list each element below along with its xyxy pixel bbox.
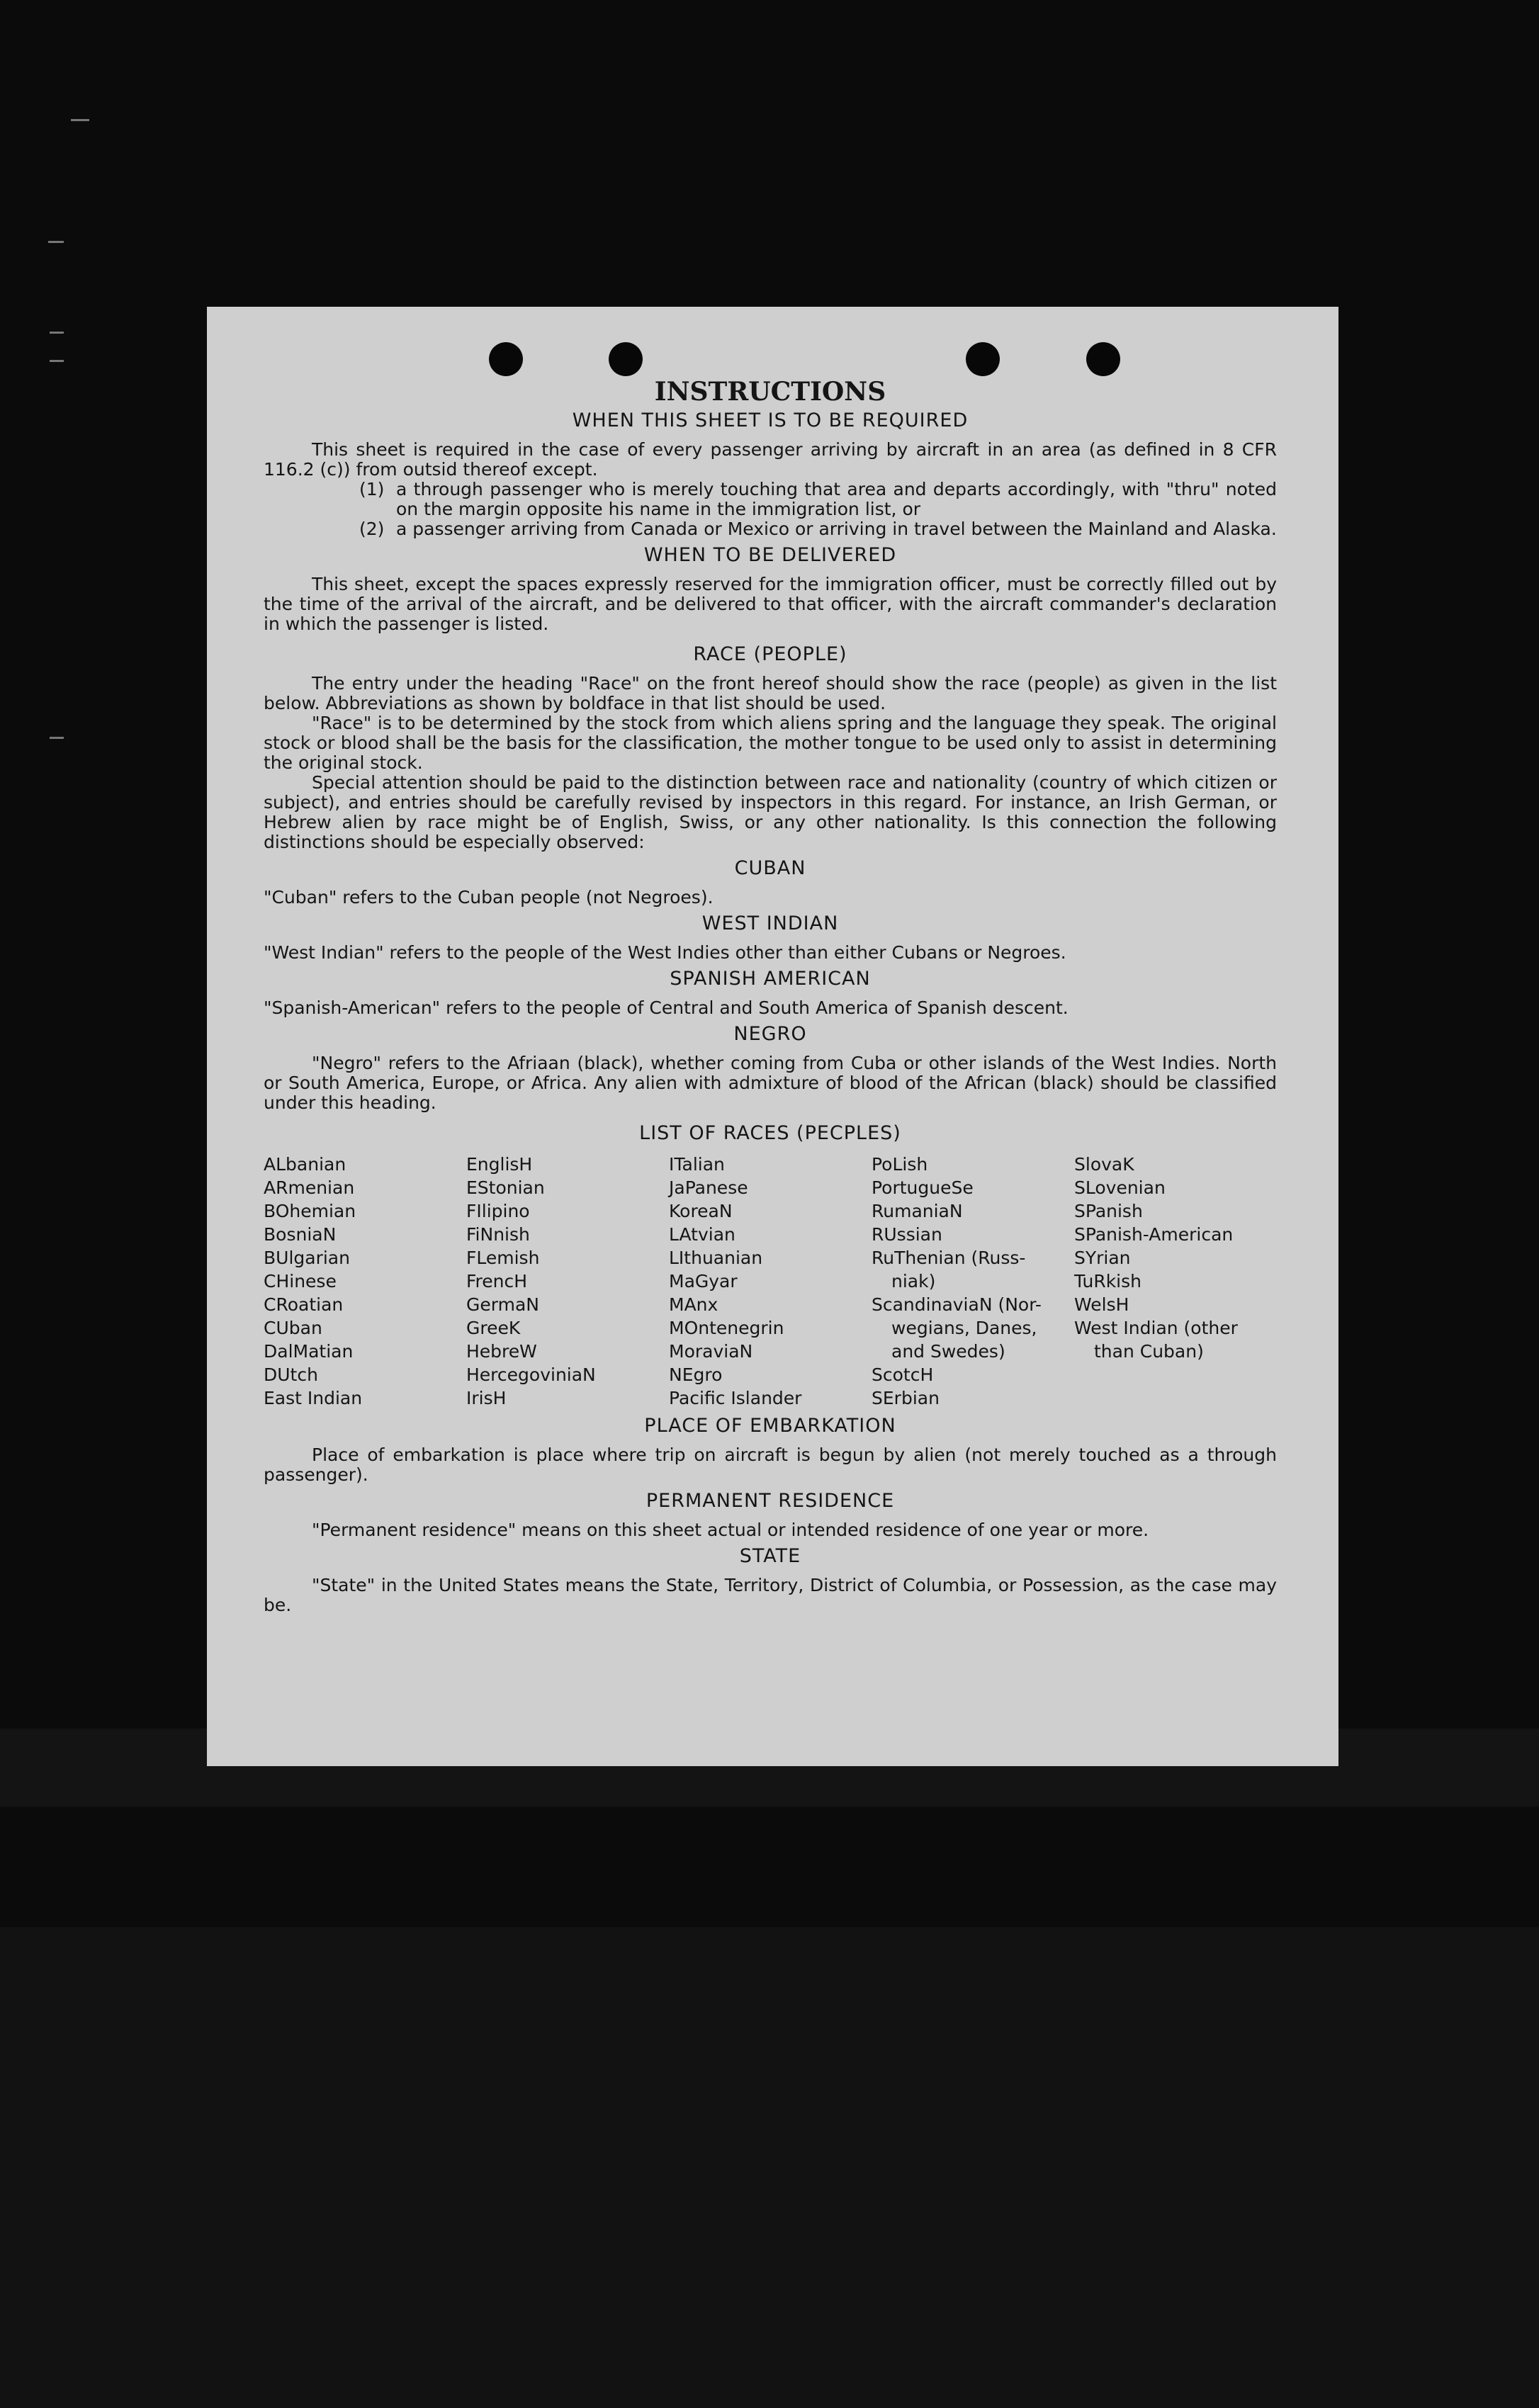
- race-entry: ScotcH: [872, 1364, 934, 1385]
- race-entry: LAtvian: [669, 1224, 735, 1245]
- race-entry: GreeK: [466, 1318, 521, 1338]
- race-entry: SPanish-American: [1074, 1224, 1234, 1245]
- race-entry: ALbanian: [264, 1154, 346, 1175]
- when-required-intro: This sheet is required in the case of every passenger arriving by aircraft in an area (as defined in 8 CFR 116.2 (c)) from outsid thereof except.: [264, 439, 1277, 480]
- spanish-american-text: "Spanish-American" refers to the people of Central and South America of Spanish descent.: [264, 997, 1069, 1018]
- race-entry: RuThenian (Russ-: [872, 1248, 1026, 1268]
- exception-item: [359, 519, 1277, 539]
- race-entry: PortugueSe: [872, 1177, 974, 1198]
- race-entry: HercegoviniaN: [466, 1364, 596, 1385]
- race-entry: FrencH: [466, 1271, 528, 1291]
- exception-number: (1): [359, 479, 385, 499]
- heading-west-indian: WEST INDIAN: [701, 912, 839, 934]
- race-entry: PoLish: [872, 1154, 928, 1175]
- race-column: [872, 1153, 1074, 1410]
- west-indian-text: "West Indian" refers to the people of the West Indies other than either Cubans or Negroes.: [264, 942, 1066, 963]
- race-entry: KoreaN: [669, 1201, 733, 1221]
- race-entry: ITalian: [669, 1154, 725, 1175]
- heading-embarkation: PLACE OF EMBARKATION: [644, 1415, 896, 1437]
- race-entry: West Indian (other: [1074, 1318, 1238, 1338]
- race-entry: CHinese: [264, 1271, 337, 1291]
- race-entry: TuRkish: [1074, 1271, 1141, 1291]
- race-entry: ARmenian: [264, 1177, 355, 1198]
- punch-hole: [489, 342, 523, 376]
- race-entry: MaGyar: [669, 1271, 738, 1291]
- exception-item: [359, 480, 1277, 519]
- heading-state: STATE: [739, 1545, 801, 1567]
- race-entry: CUban: [264, 1318, 322, 1338]
- race-entry-continuation: niak): [891, 1271, 936, 1291]
- scan-edge-mark: [50, 737, 64, 739]
- race-entry: MAnx: [669, 1294, 718, 1315]
- negro-text: "Negro" refers to the Afriaan (black), whether coming from Cuba or other islands of the West Indies. North or South America, Europe, or Africa. Any alien with admixture of blood of the African (black) should be classified under this heading.: [264, 1053, 1277, 1113]
- race-entry: DalMatian: [264, 1341, 354, 1362]
- race-entry: ScandinaviaN (Nor-: [872, 1294, 1042, 1315]
- race-entry: SLovenian: [1074, 1177, 1166, 1198]
- race-entry: EStonian: [466, 1177, 545, 1198]
- race-paragraph-2: "Race" is to be determined by the stock from which aliens spring and the language they speak. The original stock or blood shall be the basis for the classification, the mother tongue to be used only to assist in determining the original stock.: [264, 713, 1277, 773]
- race-entry: MoraviaN: [669, 1341, 753, 1362]
- race-paragraph-1: The entry under the heading "Race" on the front hereof should show the race (people) as given in the list below. Abbreviations as shown by boldface in that list should be used.: [264, 673, 1277, 713]
- race-entry: JaPanese: [669, 1177, 748, 1198]
- document-title: INSTRUCTIONS: [654, 377, 886, 407]
- race-entry-continuation: wegians, Danes,: [891, 1318, 1037, 1338]
- heading-race: RACE (PEOPLE): [693, 643, 847, 665]
- race-column: [466, 1153, 669, 1410]
- scanner-background-band: [0, 1927, 1539, 2408]
- race-entry: WelsH: [1074, 1294, 1129, 1315]
- cuban-text: "Cuban" refers to the Cuban people (not Negroes).: [264, 887, 714, 908]
- race-entry: RUssian: [872, 1224, 942, 1245]
- race-entry: BUlgarian: [264, 1248, 350, 1268]
- race-entry: FIlipino: [466, 1201, 530, 1221]
- scan-edge-mark: [71, 119, 89, 121]
- embarkation-text: Place of embarkation is place where trip on aircraft is begun by alien (not merely touched as a through passenger).: [264, 1445, 1277, 1485]
- race-entry: IrisH: [466, 1388, 507, 1408]
- race-entry: SYrian: [1074, 1248, 1131, 1268]
- scan-edge-mark: [48, 241, 64, 243]
- race-entry: GermaN: [466, 1294, 539, 1315]
- race-entry: MOntenegrin: [669, 1318, 784, 1338]
- punch-hole: [609, 342, 643, 376]
- race-entry: EnglisH: [466, 1154, 533, 1175]
- race-entry: BosniaN: [264, 1224, 337, 1245]
- race-entry: NEgro: [669, 1364, 723, 1385]
- race-entry: FLemish: [466, 1248, 540, 1268]
- exception-text: a through passenger who is merely touching that area and departs accordingly, with "thru" noted on the margin opposite his name in the immigration list, or: [396, 479, 1277, 519]
- heading-list-of-races: LIST OF RACES (PECPLES): [639, 1122, 901, 1144]
- race-entry: FiNnish: [466, 1224, 530, 1245]
- race-entry: DUtch: [264, 1364, 318, 1385]
- race-entry: East Indian: [264, 1388, 363, 1408]
- scan-edge-mark: [50, 360, 64, 362]
- heading-when-required: WHEN THIS SHEET IS TO BE REQUIRED: [572, 409, 969, 431]
- punch-hole: [1086, 342, 1120, 376]
- race-entry: HebreW: [466, 1341, 537, 1362]
- heading-spanish-american: SPANISH AMERICAN: [670, 968, 871, 990]
- race-list: [264, 1153, 1277, 1410]
- punch-hole: [966, 342, 1000, 376]
- race-column: [264, 1153, 466, 1410]
- heading-permanent-residence: PERMANENT RESIDENCE: [646, 1490, 895, 1512]
- race-entry-continuation: and Swedes): [891, 1341, 1005, 1362]
- race-entry: SlovaK: [1074, 1154, 1134, 1175]
- race-entry: LIthuanian: [669, 1248, 763, 1268]
- race-paragraph-3: Special attention should be paid to the distinction between race and nationality (country of which citizen or subject), and entries should be carefully revised by inspectors in this regard. For instance, an Irish German, or Hebrew alien by race might be of English, Swiss, or any other nationality. Is this connection the following distinctions should be especially observed:: [264, 772, 1277, 852]
- heading-when-delivered: WHEN TO BE DELIVERED: [643, 544, 897, 566]
- instruction-sheet: [207, 307, 1338, 1766]
- when-delivered-text: This sheet, except the spaces expressly reserved for the immigration officer, must be correctly filled out by the time of the arrival of the aircraft, and be delivered to that officer, with the aircraft commander's declaration in which the passenger is listed.: [264, 574, 1277, 634]
- race-entry-continuation: than Cuban): [1094, 1341, 1204, 1362]
- heading-negro: NEGRO: [733, 1023, 807, 1045]
- race-entry: BOhemian: [264, 1201, 356, 1221]
- race-entry: SErbian: [872, 1388, 940, 1408]
- scan-edge-mark: [50, 332, 64, 334]
- race-entry: Pacific Islander: [669, 1388, 802, 1408]
- race-entry: RumaniaN: [872, 1201, 963, 1221]
- heading-cuban: CUBAN: [734, 857, 806, 879]
- exception-text: a passenger arriving from Canada or Mexico or arriving in travel between the Mainland and Alaska.: [396, 519, 1277, 539]
- permanent-residence-text: "Permanent residence" means on this sheet actual or intended residence of one year or more.: [312, 1520, 1149, 1540]
- race-entry: SPanish: [1074, 1201, 1143, 1221]
- exception-number: (2): [359, 519, 385, 539]
- race-entry: CRoatian: [264, 1294, 344, 1315]
- race-column: [1074, 1153, 1277, 1410]
- state-text: "State" in the United States means the State, Territory, District of Columbia, or Possession, as the case may be.: [264, 1575, 1277, 1615]
- race-column: [669, 1153, 872, 1410]
- sheet-content: [264, 376, 1277, 1615]
